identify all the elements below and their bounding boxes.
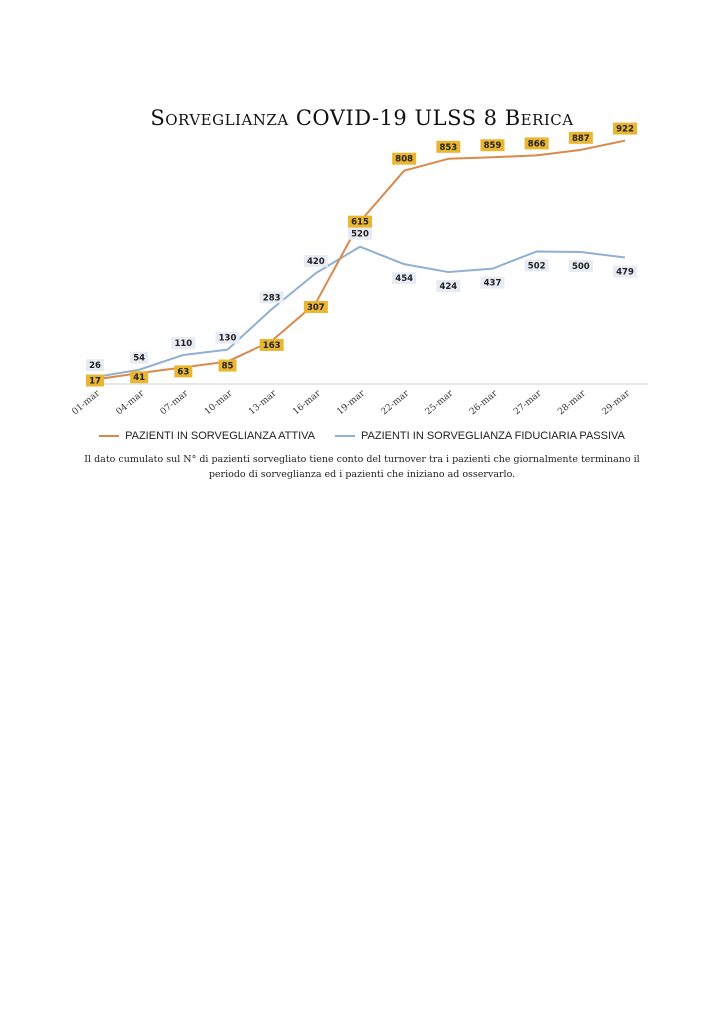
x-tick-label: 04-mar (114, 388, 147, 418)
data-label-text: 454 (395, 274, 414, 285)
data-label-text: 615 (351, 217, 369, 228)
data-label-attiva (436, 141, 460, 153)
data-label-passiva (613, 266, 637, 278)
data-label-attiva (392, 153, 416, 165)
legend (0, 430, 724, 442)
x-tick-label: 26-mar (467, 388, 500, 418)
chart-title: Sorveglianza COVID-19 ULSS 8 Berica (150, 106, 574, 130)
x-tick-label: 25-mar (423, 388, 456, 418)
data-label-text: 110 (174, 338, 193, 349)
legend-label-passiva: PAZIENTI IN SORVEGLIANZA FIDUCIARIA PASSIVA (361, 430, 625, 442)
data-label-text: 63 (177, 367, 190, 378)
data-label-attiva (174, 365, 192, 377)
data-label-passiva (130, 352, 148, 364)
data-label-text: 307 (306, 302, 325, 313)
x-tick-label: 19-mar (335, 388, 367, 418)
x-tick-labels (70, 388, 632, 417)
data-label-text: 853 (439, 142, 458, 153)
x-tick-label: 10-mar (202, 388, 235, 418)
x-tick-label: 22-mar (379, 388, 412, 418)
data-label-passiva (216, 332, 240, 344)
data-label-text: 424 (439, 282, 458, 293)
data-label-text: 859 (483, 141, 502, 152)
data-label-text: 130 (218, 333, 237, 344)
legend-swatch-attiva (99, 435, 119, 437)
data-label-attiva (481, 139, 505, 151)
data-label-text: 437 (483, 278, 502, 289)
data-label-passiva (392, 272, 416, 284)
data-label-text: 283 (262, 293, 281, 304)
data-label-text: 26 (89, 361, 101, 372)
legend-item-attiva (99, 430, 315, 442)
data-label-passiva (86, 359, 104, 371)
data-label-attiva (304, 301, 328, 313)
legend-swatch-passiva (335, 435, 355, 437)
data-label-text: 502 (527, 261, 546, 272)
line-chart (0, 0, 724, 430)
data-label-text: 808 (395, 154, 414, 165)
data-label-text: 85 (221, 361, 234, 372)
data-label-attiva (525, 137, 549, 149)
data-label-text: 163 (262, 340, 281, 351)
data-label-text: 17 (89, 376, 101, 387)
data-label-attiva (348, 216, 372, 228)
data-label-passiva (171, 337, 195, 349)
data-label-passiva (525, 259, 549, 271)
x-tick-label: 01-mar (70, 388, 102, 418)
data-label-attiva (260, 339, 284, 351)
x-tick-label: 16-mar (291, 388, 323, 418)
data-label-passiva (260, 291, 284, 303)
x-tick-label: 27-mar (512, 388, 544, 418)
data-label-passiva (348, 228, 372, 240)
legend-label-attiva: PAZIENTI IN SORVEGLIANZA ATTIVA (125, 430, 316, 442)
data-labels (86, 123, 637, 387)
data-label-attiva (86, 375, 104, 387)
data-label-attiva (613, 123, 637, 135)
data-label-text: 479 (616, 267, 634, 278)
data-label-text: 922 (616, 124, 634, 135)
x-tick-label: 13-mar (247, 388, 279, 418)
data-label-text: 54 (133, 353, 146, 364)
data-label-text: 866 (527, 139, 546, 150)
data-label-text: 420 (306, 257, 325, 268)
data-label-passiva (436, 280, 460, 292)
data-label-attiva (219, 360, 237, 372)
data-label-passiva (304, 255, 328, 267)
data-label-passiva (569, 260, 593, 272)
data-label-attiva (569, 132, 593, 144)
data-label-text: 500 (571, 262, 590, 272)
data-label-passiva (481, 277, 505, 289)
x-tick-label: 28-mar (556, 388, 588, 418)
data-label-text: 887 (571, 133, 590, 144)
chart-caption: Il dato cumulato sul N° di pazienti sorvegliato tiene conto del turnover tra i pazienti che giornalmente terminano il periodo di sorveglianza ed i pazienti che iniziano ad osservarlo. (84, 454, 640, 480)
legend-item-passiva (335, 430, 625, 442)
data-label-text: 41 (133, 373, 146, 384)
data-label-text: 520 (351, 229, 369, 240)
x-tick-label: 29-mar (600, 388, 632, 418)
data-label-attiva (130, 371, 148, 383)
x-tick-label: 07-mar (158, 388, 191, 418)
